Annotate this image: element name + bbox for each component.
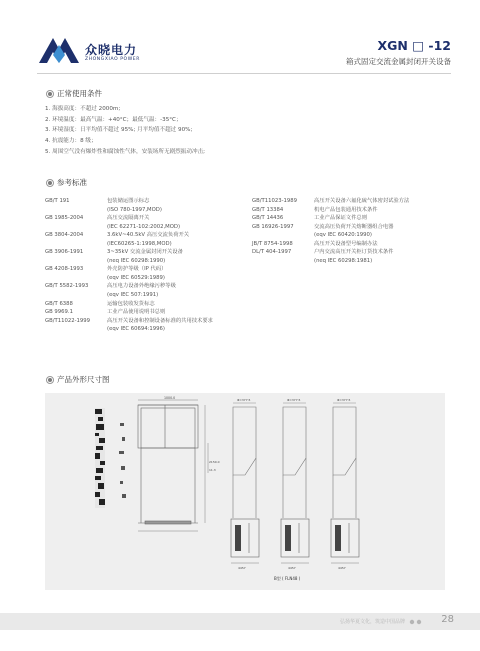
standard-code	[45, 325, 107, 334]
front-view	[138, 400, 208, 531]
dimension-drawing	[45, 393, 445, 590]
standard-title: 高压开关设备六氟化硫气体密封试验方法	[314, 198, 410, 204]
standard-code: GB 16926-1997	[252, 223, 294, 230]
standard-code	[45, 240, 107, 249]
dim-top-front: 1000.0	[164, 396, 176, 400]
standard-code	[252, 257, 314, 266]
standard-code	[45, 257, 107, 266]
conditions-list	[45, 104, 205, 158]
section-title-conditions: 正常使用条件	[45, 88, 102, 99]
standards-list-left	[45, 197, 213, 334]
standard-title: 户内交流高压开关柜订货技术条件	[314, 249, 394, 256]
standard-row	[45, 317, 213, 326]
standard-title: 高压开关设备和控制设备标准的共用技术要求	[107, 317, 213, 324]
page-header	[0, 0, 480, 80]
standard-title: (ISO 780-1997,MOD)	[107, 206, 162, 213]
standard-title: 包装储运图示标志	[107, 198, 150, 204]
dim-bottom-a: 4457	[238, 566, 246, 570]
section-bullet-icon	[45, 89, 54, 98]
footer-slogan: 弘扬华夏文化，筑造中国品牌	[339, 619, 405, 625]
dim-top-c: Φ=377.5	[337, 398, 351, 402]
company-logo-icon	[37, 33, 81, 65]
dim-top-a: Φ=377.5	[237, 398, 251, 402]
standard-title: 外壳防护等级（IP 代码）	[107, 266, 167, 273]
standard-title: 交流高压负荷开关熔断器组合电器	[314, 223, 394, 230]
standard-title: 高压交流隔离开关	[107, 215, 150, 222]
section-bullet-icon	[45, 375, 54, 384]
standard-title: (neq IEC 60298:1981)	[314, 257, 373, 264]
standard-code: GB/T 13384	[252, 206, 284, 213]
standard-title: (eqv IEC 60694:1996)	[107, 326, 165, 333]
standard-row	[252, 240, 409, 249]
dim-height-sub: 11.3	[209, 468, 216, 472]
footer-dots-icon	[409, 619, 423, 625]
dim-bottom-c: 4457	[338, 566, 346, 570]
page-number: 28	[441, 614, 454, 625]
section-title-drawing: 产品外形尺寸图	[45, 374, 110, 385]
standard-row	[45, 300, 213, 309]
condition-item: 5. 周围空气没有爆炸性和腐蚀性气体，安装场所无剧烈振动冲击;	[45, 148, 206, 155]
standard-code	[45, 223, 107, 232]
standard-row	[45, 282, 213, 291]
dim-bottom-b: 4457	[288, 566, 296, 570]
page-footer	[0, 613, 480, 630]
standard-code: GB 3804-2004	[45, 232, 84, 239]
section-bullet-icon	[45, 178, 54, 187]
condition-item: 3. 环境湿度：日平均值不超过 95%; 月平均值不超过 90%;	[45, 127, 193, 134]
dimension-drawing-svg	[45, 393, 445, 590]
standard-row	[252, 206, 409, 215]
standard-code: JB/T 8754-1998	[252, 240, 293, 247]
dim-height-main: 2150.0	[209, 460, 220, 464]
standard-row	[252, 223, 409, 232]
standard-code: GB/T11023-1989	[252, 198, 298, 204]
condition-item: 4. 抗震能力：8 级；	[45, 138, 97, 145]
condition-item: 2. 环境温度：最高气温：+40°C；最低气温：-35°C；	[45, 116, 182, 123]
standard-title: 3.6kV~40.5kV 高压交流负荷开关	[107, 232, 190, 239]
standard-code: GB 9969.1	[45, 309, 73, 316]
standard-row	[45, 214, 213, 223]
standard-code: GB 1985-2004	[45, 215, 84, 222]
standard-code: GB/T 14436	[252, 215, 284, 222]
product-model: XGN □ -12	[377, 38, 451, 53]
drawing-caption: B型 ( FLN48 )	[274, 576, 301, 581]
condition-item: 1. 海拔高度：不超过 2000m;	[45, 106, 121, 112]
standard-title: (eqv IEC 60529:1989)	[107, 274, 165, 281]
standard-code: GB/T 6388	[45, 300, 73, 307]
standard-code: GB/T 5582-1993	[45, 283, 89, 290]
standard-title: (IEC60265-1:1998,MOD)	[107, 240, 172, 247]
standard-title: (eqv IEC 507:1991)	[107, 292, 159, 299]
standard-row	[252, 214, 409, 223]
standard-row	[45, 248, 213, 257]
standard-title: 工业产品使用说明书总则	[107, 309, 166, 316]
standard-title: 机电产品包装通用技术条件	[314, 206, 378, 213]
standard-title: 运输包装收发货标志	[107, 300, 155, 307]
header-divider	[37, 73, 451, 74]
standard-row	[252, 257, 409, 266]
standard-row	[45, 291, 213, 300]
standard-row	[45, 197, 213, 206]
section-title-standards: 参考标准	[45, 177, 87, 188]
standard-code: GB 3906-1991	[45, 249, 84, 256]
product-subtitle: 箱式固定交流金属封闭开关设备	[346, 57, 451, 66]
brand-name-en: ZHONGXIAO POWER	[85, 57, 140, 62]
standard-row	[45, 265, 213, 274]
standard-row	[45, 206, 213, 215]
standard-row	[45, 274, 213, 283]
cable-side-strip	[95, 408, 126, 508]
standards-list-right	[252, 197, 409, 265]
standard-code	[252, 231, 314, 240]
standard-row	[45, 308, 213, 317]
standard-row	[45, 223, 213, 232]
standard-title: 工业产品保证文件总则	[314, 215, 367, 222]
standard-code: GB/T11022-1999	[45, 317, 91, 324]
standard-row	[45, 325, 213, 334]
standard-code: DL/T 404-1997	[252, 249, 292, 256]
standard-row	[45, 257, 213, 266]
standard-code	[45, 291, 107, 300]
standard-row	[252, 248, 409, 257]
standard-code	[45, 274, 107, 283]
plan-details	[231, 519, 359, 563]
standard-row	[45, 231, 213, 240]
standard-code: GB/T 191	[45, 198, 70, 204]
standard-title: (IEC 62271-102:2002,MOD)	[107, 223, 181, 230]
standard-title: (eqv IEC 60420:1990)	[314, 232, 372, 239]
standard-row	[252, 197, 409, 206]
standard-title: (neq IEC 60298:1990)	[107, 257, 166, 264]
standard-title: 高压开关设备型号编制办法	[314, 240, 378, 247]
standard-title: 高压电力设备外绝缘污秽等级	[107, 283, 176, 290]
dim-top-b: Φ=377.5	[287, 398, 301, 402]
side-views	[233, 403, 356, 518]
standard-code: GB 4208-1993	[45, 266, 84, 273]
standard-title: 3~35kV 交流金属封闭开关设备	[107, 249, 183, 256]
standard-row	[252, 231, 409, 240]
brand-name: 众晓电力	[85, 43, 138, 57]
standard-row	[45, 240, 213, 249]
standard-code	[45, 206, 107, 215]
